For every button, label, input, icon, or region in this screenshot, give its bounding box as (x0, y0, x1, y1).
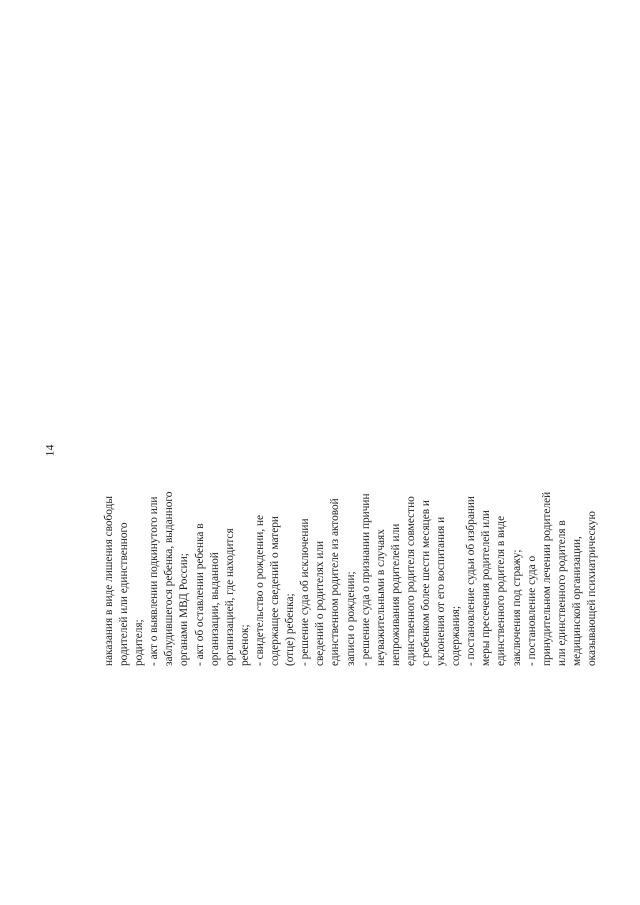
text-line: неуважительными в случаях (374, 529, 387, 666)
text-line: - свидетельство о рождении, не (253, 514, 266, 666)
text-line: родителей или единственного (118, 522, 131, 666)
text-line: организации, выданной (208, 552, 221, 666)
text-line: родителя; (133, 619, 146, 666)
text-line: органами МВД России; (178, 553, 191, 666)
text-line: или единственного родителя в (555, 520, 568, 666)
text-line: единственном родителе из актовой (329, 498, 342, 666)
text-line: уклонения от его воспитания и (435, 516, 448, 666)
text-line: содержания; (450, 606, 463, 666)
rotated-text-anchor (102, 491, 598, 667)
text-line: - акт об оставлении ребенка в (193, 523, 206, 666)
text-line: заблудившегося ребенка, выданного (163, 491, 176, 666)
text-line: - постановление суда о (525, 555, 538, 666)
text-line: ребенок; (238, 624, 251, 666)
text-line: - решение суда об исключении (299, 518, 312, 666)
document-text-block (102, 464, 600, 666)
text-line: - акт о выявлении подкинутого или (148, 496, 161, 666)
text-line: - решение суда о признании причин (359, 493, 372, 666)
text-line: содержащее сведений о матери (269, 516, 282, 666)
text-line: организацией, где находится (223, 528, 236, 666)
text-line: меры пресечения родителей или (480, 510, 493, 666)
text-line: сведений о родителях или (314, 540, 327, 666)
text-line: записи о рождении; (344, 571, 357, 666)
text-line: единственного родителя в виде (495, 515, 508, 666)
text-line: медицинской организации, (570, 536, 583, 666)
text-line: непроживания родителей или (389, 523, 402, 666)
text-line: наказания в виде лишения свободы (103, 496, 115, 666)
page-number: 14 (42, 444, 57, 457)
text-line: - постановление судьи об избрании (465, 496, 478, 666)
text-line: (отце) ребенка; (284, 593, 297, 666)
text-line: заключения под стражу; (510, 549, 523, 666)
text-line: единственного родителя совместно (404, 496, 417, 666)
text-line: принудительном лечении родителей (540, 491, 553, 666)
text-line: с ребенком более шести месяцев и (419, 500, 432, 666)
text-line: оказывающей психиатрическую (586, 511, 598, 666)
